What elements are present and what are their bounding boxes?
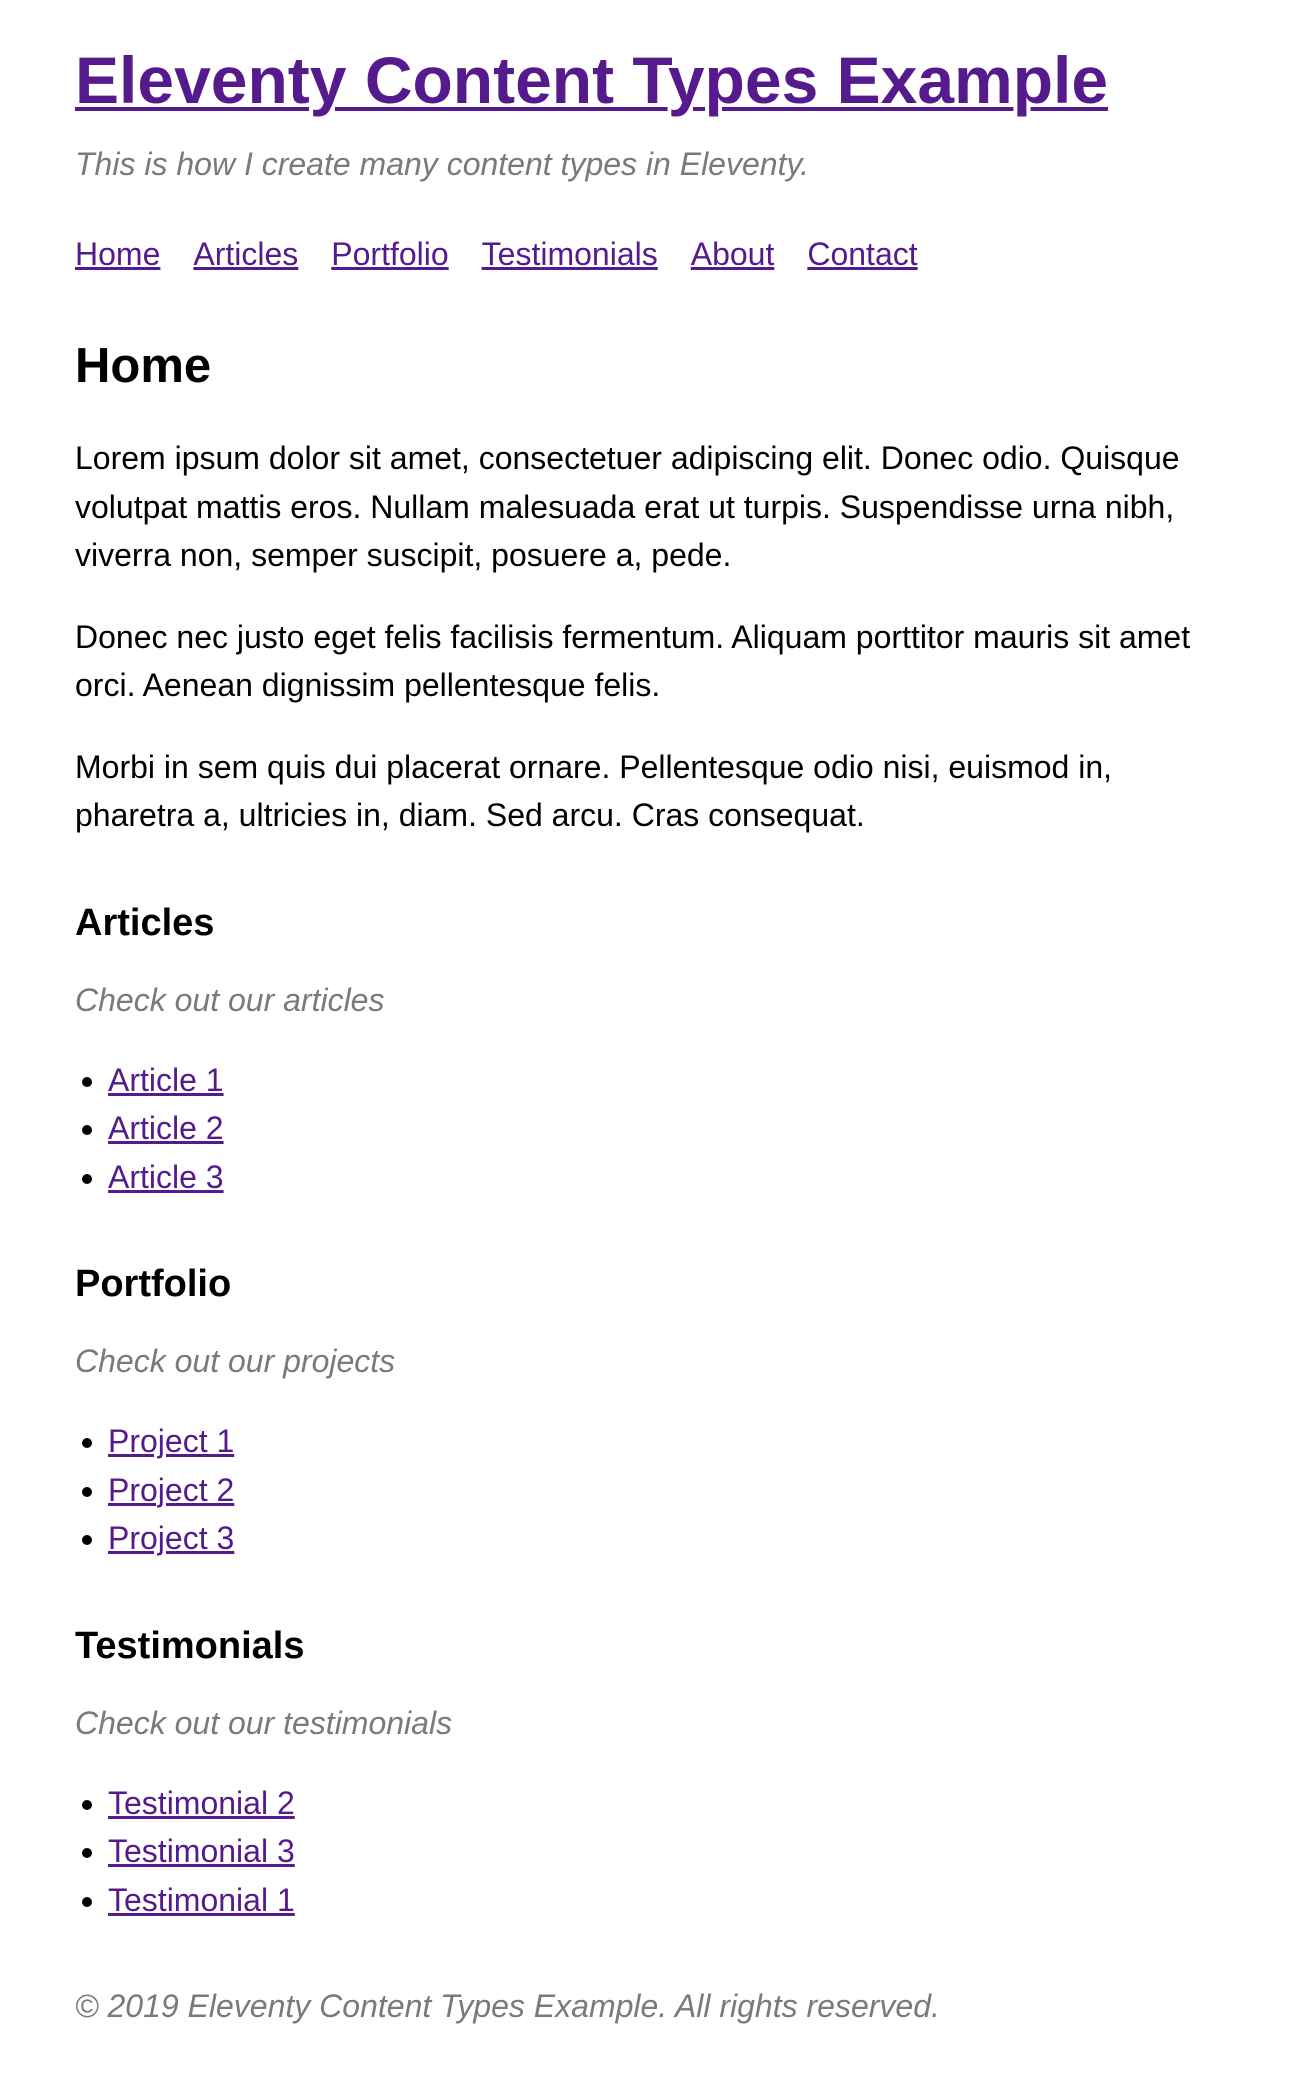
- list-item: [108, 1514, 1229, 1563]
- article-link-2[interactable]: Article 2: [108, 1110, 224, 1146]
- testimonial-link-3[interactable]: Testimonial 3: [108, 1833, 295, 1869]
- article-link-3[interactable]: Article 3: [108, 1158, 224, 1195]
- list-item: [108, 1104, 1229, 1153]
- portfolio-list: [75, 1417, 1229, 1563]
- site-footer: © 2019 Eleventy Content Types Example. All rights reserved.: [75, 1988, 940, 2024]
- nav-link-contact[interactable]: Contact: [807, 236, 918, 272]
- portfolio-section: [75, 1259, 1229, 1563]
- articles-list: [75, 1056, 1229, 1202]
- articles-section: [75, 898, 1229, 1202]
- project-link-2[interactable]: Project 2: [108, 1471, 235, 1508]
- site-header: [75, 32, 1229, 186]
- list-item: [108, 1779, 1229, 1828]
- testimonial-link-1[interactable]: Testimonial 1: [108, 1881, 295, 1918]
- nav-item-testimonials: [482, 232, 658, 276]
- testimonials-heading: Testimonials: [75, 1624, 305, 1667]
- testimonial-link-2[interactable]: Testimonial 2: [108, 1784, 295, 1821]
- main-nav: [75, 232, 1229, 276]
- nav-link-testimonials[interactable]: Testimonials: [481, 236, 658, 272]
- nav-link-articles[interactable]: Articles: [193, 236, 299, 272]
- nav-link-about[interactable]: About: [690, 236, 775, 272]
- nav-item-contact: [807, 232, 917, 276]
- site-title-link[interactable]: Eleventy Content Types Example: [75, 43, 1109, 117]
- intro-paragraph-2: Donec nec justo eget felis facilisis fermentum. Aliquam porttitor mauris sit amet orci. Aenean dignissim pellentesque felis.: [75, 618, 1191, 703]
- nav-link-home[interactable]: Home: [75, 236, 161, 272]
- nav-item-home: [75, 232, 160, 276]
- intro-paragraph-1: Lorem ipsum dolor sit amet, consectetuer adipiscing elit. Donec odio. Quisque volutpat mattis eros. Nullam malesuada erat ut turpis. Suspendisse urna nibh, viverra non, semper suscipit, posuere a, pede.: [75, 440, 1180, 573]
- list-item: [108, 1417, 1229, 1466]
- portfolio-heading: Portfolio: [75, 1263, 232, 1305]
- project-link-1[interactable]: Project 1: [108, 1423, 235, 1459]
- site-title: [75, 32, 1229, 128]
- testimonials-section: [75, 1621, 1229, 1925]
- list-item: [108, 1876, 1229, 1925]
- list-item: [108, 1153, 1229, 1202]
- project-link-3[interactable]: Project 3: [108, 1520, 235, 1556]
- list-item: [108, 1056, 1229, 1105]
- article-link-1[interactable]: Article 1: [108, 1061, 224, 1098]
- site-tagline: This is how I create many content types in Eleventy.: [75, 146, 809, 182]
- portfolio-subtitle: Check out our projects: [75, 1343, 396, 1379]
- intro-paragraph-3: Morbi in sem quis dui placerat ornare. Pellentesque odio nisi, euismod in, pharetra a, ultricies in, diam. Sed arcu. Cras consequat.: [75, 748, 1112, 833]
- page-title: Home: [75, 339, 212, 393]
- testimonials-subtitle: Check out our testimonials: [75, 1704, 453, 1741]
- articles-subtitle: Check out our articles: [75, 981, 385, 1018]
- main-content: [75, 336, 1229, 1924]
- nav-link-portfolio[interactable]: Portfolio: [331, 236, 449, 272]
- articles-heading: Articles: [75, 901, 215, 944]
- nav-item-portfolio: [331, 232, 448, 276]
- nav-item-about: [691, 232, 775, 276]
- testimonials-list: [75, 1779, 1229, 1925]
- list-item: [108, 1827, 1229, 1876]
- nav-item-articles: [193, 232, 298, 276]
- list-item: [108, 1466, 1229, 1515]
